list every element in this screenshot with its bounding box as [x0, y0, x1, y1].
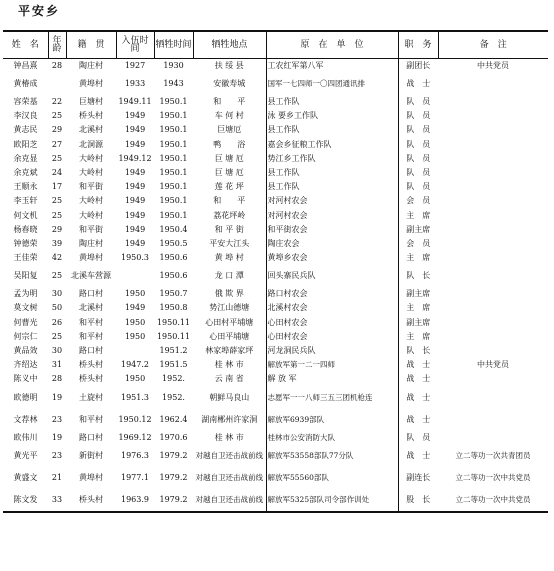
col-position-cell: 队 员 [406, 167, 431, 177]
col-age-cell: 24 [51, 167, 63, 177]
col-death-date-cell: 1950.1 [159, 111, 188, 121]
col-age-cell: 25 [51, 331, 63, 341]
col-age-cell: 29 [51, 125, 63, 135]
col-death-place-cell: 势江山德塘 [193, 302, 266, 316]
col-age-cell: 28 [51, 60, 63, 70]
col-age-cell: 25 [51, 196, 63, 206]
col-origin-cell: 路口村 [79, 432, 103, 442]
col-name-cell: 容荣基 [13, 97, 38, 107]
col-unit-cell: 县工作队 [266, 166, 398, 180]
col-unit-cell: 志愿军一一八师三五三团机枪连 [266, 387, 398, 409]
col-enlist-cell: 1950 [124, 331, 146, 341]
col-name-cell: 欧德明 [13, 392, 38, 402]
col-unit-cell: 工农红军第八军 [266, 59, 398, 74]
table-row [3, 109, 548, 123]
col-remarks-cell [438, 195, 548, 209]
col-unit-header: 原 在 单 位 [266, 31, 398, 59]
col-name-cell: 李汉良 [13, 111, 38, 121]
col-position-cell: 队 长 [406, 346, 431, 356]
col-death-place-cell: 和 平 [193, 195, 266, 209]
col-death-place-cell: 林家埠薛家坪 [193, 344, 266, 358]
col-death-date-cell: 1943 [163, 78, 184, 88]
col-death-date-header: 牺牲时间 [154, 31, 193, 59]
table-row [3, 302, 548, 316]
col-origin-cell: 桥头村 [79, 111, 103, 121]
table-row [3, 489, 548, 512]
col-age-cell: 50 [51, 303, 63, 313]
col-name-cell: 李玉轩 [13, 196, 38, 206]
col-name-cell: 钟德荣 [13, 238, 38, 248]
col-remarks-cell [438, 166, 548, 180]
table-row [3, 387, 548, 409]
col-origin-cell: 陶庄村 [79, 60, 103, 70]
col-death-place-cell: 鸭 浴 [193, 138, 266, 152]
col-position-cell: 副主席 [406, 224, 431, 234]
col-death-place-cell: 俄 欺 界 [193, 287, 266, 301]
col-unit-cell: 陶庄农会 [266, 237, 398, 251]
table-row [3, 358, 548, 372]
col-death-date-cell: 1950.7 [159, 289, 188, 299]
col-death-place-cell: 心田平埔塘 [193, 330, 266, 344]
col-unit-cell: 国军一七四师一〇四团通讯排 [266, 73, 398, 95]
page-title: 平安乡 [18, 4, 61, 18]
col-origin-cell: 桥头村 [79, 374, 103, 384]
col-remarks-cell [438, 409, 548, 431]
col-age-cell: 29 [51, 224, 63, 234]
col-death-place-cell: 车 何 村 [193, 109, 266, 123]
col-name-cell: 钟昌熹 [13, 60, 38, 70]
col-enlist-cell: 1949 [124, 139, 146, 149]
col-remarks-cell [438, 237, 548, 251]
col-death-date-cell: 1950.1 [159, 125, 188, 135]
martyrs-table [3, 30, 548, 513]
col-death-date-cell: 1950.5 [159, 238, 188, 248]
col-name-cell: 何曹光 [13, 317, 38, 327]
col-origin-cell: 黄埠村 [79, 472, 103, 482]
col-remarks-cell: 中共党员 [477, 60, 509, 70]
col-origin-cell: 土旋村 [79, 392, 103, 402]
col-enlist-cell: 1950 [124, 317, 146, 327]
col-name-cell: 黄盛文 [13, 472, 38, 482]
col-position-cell: 主 席 [406, 331, 431, 341]
col-position-header: 职 务 [398, 31, 438, 59]
col-position-cell: 副主席 [406, 317, 431, 327]
col-age-cell: 25 [51, 210, 63, 220]
col-name-cell: 吴阳复 [13, 271, 38, 281]
col-death-date-cell: 1950.1 [159, 167, 188, 177]
col-name-cell: 王顺永 [13, 182, 38, 192]
col-name-cell: 何宗仁 [13, 331, 38, 341]
col-remarks-cell [438, 223, 548, 237]
table-row [3, 431, 548, 445]
col-origin-cell: 桥头村 [79, 360, 103, 370]
col-unit-cell: 解放军6939部队 [266, 409, 398, 431]
col-origin-cell: 大岭村 [79, 210, 103, 220]
col-age-cell [48, 73, 66, 95]
col-unit-cell: 北溪村农会 [266, 302, 398, 316]
col-enlist-cell: 1947.2 [121, 360, 149, 370]
col-death-place-cell: 巨塘厄 [193, 124, 266, 138]
col-remarks-cell [438, 302, 548, 316]
col-death-date-cell: 1962.4 [159, 414, 188, 424]
col-remarks-cell: 立二等功一次中共党员 [455, 472, 531, 482]
col-position-cell: 队 员 [406, 111, 431, 121]
col-position-cell: 战 士 [406, 450, 431, 460]
col-death-place-header: 牺牲地点 [193, 31, 266, 59]
col-remarks-cell [438, 209, 548, 223]
col-name-cell: 陈义中 [13, 374, 38, 384]
col-remarks-cell [438, 287, 548, 301]
col-position-cell: 股 长 [406, 494, 431, 504]
col-enlist-cell: 1949 [124, 167, 146, 177]
col-death-place-cell: 对越自卫还击战前线 [193, 467, 266, 489]
col-age-cell: 33 [51, 494, 63, 504]
col-position-cell: 战 士 [406, 78, 431, 88]
col-position-cell: 战 士 [406, 414, 431, 424]
col-death-place-cell: 龙 口 潭 [193, 265, 266, 287]
col-death-date-cell: 1950.1 [159, 153, 188, 163]
table-row [3, 180, 548, 194]
col-death-place-cell: 心田村平埔塘 [193, 316, 266, 330]
col-death-place-cell: 湖南郴州许家洞 [193, 409, 266, 431]
col-remarks-cell [438, 387, 548, 409]
col-enlist-cell: 1963.9 [121, 494, 149, 504]
col-remarks-cell [438, 316, 548, 330]
col-unit-cell: 对河村农会 [266, 209, 398, 223]
col-remarks-cell [438, 330, 548, 344]
col-age-cell: 42 [51, 253, 63, 263]
col-unit-cell: 泳 要乡工作队 [266, 109, 398, 123]
col-death-date-cell: 1970.6 [159, 432, 188, 442]
col-death-place-cell: 巨 塘 厄 [193, 166, 266, 180]
col-death-date-cell: 1950.6 [159, 271, 188, 281]
col-unit-cell: 黄埠乡农会 [266, 251, 398, 265]
col-name-cell: 孟为明 [13, 289, 38, 299]
col-enlist-cell: 1949 [124, 224, 146, 234]
col-origin-cell: 大岭村 [79, 153, 103, 163]
table-row [3, 445, 548, 467]
col-name-cell: 文荐林 [13, 414, 38, 424]
col-position-cell: 队 员 [406, 153, 431, 163]
col-origin-cell: 北溪村 [79, 125, 103, 135]
table-row [3, 73, 548, 95]
table-row [3, 409, 548, 431]
col-death-date-cell: 1950.11 [156, 331, 191, 341]
col-position-cell: 队 员 [406, 125, 431, 135]
col-origin-cell: 和平村 [79, 414, 103, 424]
col-remarks-cell [438, 73, 548, 95]
col-unit-cell: 县工作队 [266, 180, 398, 194]
table-row [3, 209, 548, 223]
col-death-date-cell: 1951.2 [159, 346, 188, 356]
col-origin-header: 籍 贯 [66, 31, 116, 59]
col-name-cell: 王佳荣 [13, 253, 38, 263]
col-death-date-cell: 1950.1 [159, 97, 188, 107]
col-death-place-cell: 桂 林 市 [193, 358, 266, 372]
col-death-place-cell: 黄 埠 村 [193, 251, 266, 265]
col-unit-cell: 解 放 军 [266, 373, 398, 387]
col-age-cell: 22 [51, 97, 63, 107]
col-name-cell: 欧伟川 [13, 432, 38, 442]
col-unit-cell: 嘉会乡征粮工作队 [266, 138, 398, 152]
col-death-place-cell: 和 平 [193, 95, 266, 109]
table-row [3, 467, 548, 489]
col-age-header: 年龄 [48, 31, 66, 59]
col-position-cell: 会 员 [406, 196, 431, 206]
col-death-place-cell: 莲 花 坪 [193, 180, 266, 194]
table-header-row [3, 31, 548, 59]
col-age-cell: 25 [51, 111, 63, 121]
col-remarks-cell: 立二等功一次中共党员 [455, 494, 531, 504]
col-unit-cell: 桂林市公安消防大队 [266, 431, 398, 445]
col-death-date-cell: 1979.2 [159, 494, 188, 504]
table-row [3, 59, 548, 74]
col-enlist-cell: 1949 [124, 125, 146, 135]
col-remarks-cell [438, 431, 548, 445]
col-name-cell: 杨春晓 [13, 224, 38, 234]
table-row [3, 237, 548, 251]
col-death-date-cell: 1952. [162, 374, 185, 384]
col-position-cell: 副连长 [406, 472, 431, 482]
col-remarks-cell [438, 373, 548, 387]
col-death-place-cell: 对越自卫还击战前线 [193, 489, 266, 512]
table-row [3, 344, 548, 358]
col-enlist-cell [116, 265, 154, 287]
col-name-cell: 何文机 [13, 210, 38, 220]
col-position-cell: 队 长 [406, 271, 431, 281]
col-death-date-cell: 1950.4 [159, 224, 188, 234]
col-unit-cell: 和平街农会 [266, 223, 398, 237]
col-enlist-cell: 1949.12 [118, 153, 152, 163]
table-row [3, 373, 548, 387]
col-age-cell: 25 [51, 153, 63, 163]
col-death-date-cell: 1950.11 [156, 317, 191, 327]
col-remarks-cell [438, 251, 548, 265]
col-death-date-cell: 1979.2 [159, 450, 188, 460]
col-unit-cell: 心田村农会 [266, 316, 398, 330]
table-row [3, 166, 548, 180]
col-name-cell: 欧阳芝 [13, 139, 38, 149]
col-enlist-cell: 1950 [124, 289, 146, 299]
col-name-cell: 陈文发 [13, 494, 38, 504]
col-position-cell: 战 士 [406, 374, 431, 384]
col-name-cell: 余克斌 [13, 167, 38, 177]
col-origin-cell: 和平街 [79, 224, 103, 234]
col-death-place-cell: 朝鲜马良山 [193, 387, 266, 409]
col-enlist-cell: 1949 [124, 238, 146, 248]
col-age-cell: 28 [51, 374, 63, 384]
col-name-cell: 黄光平 [13, 450, 38, 460]
col-unit-cell: 解放军第一二一四师 [266, 358, 398, 372]
col-position-cell: 队 员 [406, 97, 431, 107]
col-enlist-cell: 1977.1 [121, 472, 149, 482]
col-enlist-cell: 1976.3 [121, 450, 149, 460]
col-remarks-cell [438, 265, 548, 287]
col-remarks-cell [438, 152, 548, 166]
col-origin-cell: 新街村 [79, 450, 103, 460]
col-origin-cell: 路口村 [79, 289, 103, 299]
col-position-cell: 主 席 [406, 210, 431, 220]
table-row [3, 195, 548, 209]
col-death-date-cell: 1950.1 [159, 139, 188, 149]
col-remarks-cell: 立二等功一次共青团员 [455, 450, 531, 460]
col-death-date-cell: 1930 [163, 60, 184, 70]
col-position-cell: 队 员 [406, 182, 431, 192]
col-position-cell: 副团长 [406, 60, 431, 70]
table-row [3, 251, 548, 265]
col-position-cell: 队 员 [406, 432, 431, 442]
col-origin-cell: 和平村 [79, 331, 103, 341]
col-death-place-cell: 和 平 街 [193, 223, 266, 237]
table-row [3, 265, 548, 287]
col-age-cell: 19 [51, 432, 63, 442]
table-row [3, 95, 548, 109]
col-position-cell: 战 士 [406, 360, 431, 370]
col-enlist-cell: 1949 [124, 210, 146, 220]
col-unit-cell: 回头寨民兵队 [266, 265, 398, 287]
col-enlist-cell: 1949.11 [118, 97, 152, 107]
table-row [3, 330, 548, 344]
col-origin-cell: 和平街 [79, 182, 103, 192]
col-death-date-cell: 1951.5 [159, 360, 188, 370]
col-death-date-cell: 1952. [162, 392, 185, 402]
col-age-cell: 23 [51, 414, 63, 424]
col-unit-cell: 县工作队 [266, 95, 398, 109]
col-enlist-header: 入伍时间 [116, 31, 154, 59]
col-death-date-cell: 1950.1 [159, 210, 188, 220]
col-death-place-cell: 对越自卫还击战前线 [193, 445, 266, 467]
col-enlist-cell [116, 344, 154, 358]
col-age-cell: 17 [51, 182, 63, 192]
col-age-cell: 27 [51, 139, 63, 149]
col-unit-cell: 心田村农会 [266, 330, 398, 344]
col-death-date-cell: 1979.2 [159, 472, 188, 482]
table-row [3, 223, 548, 237]
col-name-cell: 齐绍达 [13, 360, 38, 370]
col-enlist-cell: 1949 [124, 182, 146, 192]
col-age-cell: 26 [51, 317, 63, 327]
col-origin-cell: 北溪车营源 [71, 271, 111, 281]
col-unit-cell: 对河村农会 [266, 195, 398, 209]
col-age-cell: 19 [51, 392, 63, 402]
col-origin-cell: 黄埠村 [79, 253, 103, 263]
col-name-cell: 黄志民 [13, 125, 38, 135]
table-row [3, 287, 548, 301]
col-enlist-cell: 1950.12 [118, 414, 152, 424]
col-enlist-cell: 1951.3 [121, 392, 149, 402]
col-enlist-cell: 1927 [124, 60, 146, 70]
col-age-cell: 23 [51, 450, 63, 460]
col-name-cell: 黄品效 [13, 346, 38, 356]
col-position-cell: 主 席 [406, 303, 431, 313]
col-enlist-cell: 1949 [124, 303, 146, 313]
col-remarks-cell [438, 138, 548, 152]
col-origin-cell: 桥头村 [79, 494, 103, 504]
table-row [3, 152, 548, 166]
col-unit-cell: 路口村农会 [266, 287, 398, 301]
col-origin-cell: 黄埠村 [79, 78, 103, 88]
col-remarks-header: 备 注 [438, 31, 548, 59]
col-enlist-cell: 1950.3 [121, 253, 149, 263]
col-unit-cell: 势江乡工作队 [266, 152, 398, 166]
col-position-cell: 战 士 [406, 392, 431, 402]
col-position-cell: 主 席 [406, 253, 431, 263]
col-unit-cell: 解放军5325部队司令部作训处 [266, 489, 398, 512]
col-death-place-cell: 巨 塘 厄 [193, 152, 266, 166]
col-origin-cell: 大岭村 [79, 167, 103, 177]
col-enlist-cell: 1950 [124, 374, 146, 384]
col-origin-cell: 北溪村 [79, 303, 103, 313]
col-position-cell: 会 员 [406, 238, 431, 248]
col-death-place-cell: 荔花坪岭 [193, 209, 266, 223]
col-age-cell: 30 [51, 289, 63, 299]
col-name-cell: 黄椿成 [13, 78, 38, 88]
col-unit-cell: 河龙洞民兵队 [266, 344, 398, 358]
col-death-place-cell: 平安大江头 [193, 237, 266, 251]
col-origin-cell: 北洞源 [79, 139, 103, 149]
col-name-cell: 余克显 [13, 153, 38, 163]
table-body [3, 59, 548, 512]
col-origin-cell: 巨塘村 [79, 97, 103, 107]
col-unit-cell: 解放军53558部队77分队 [266, 445, 398, 467]
col-enlist-cell: 1949 [124, 196, 146, 206]
col-remarks-cell [438, 109, 548, 123]
table-row [3, 124, 548, 138]
col-death-date-cell: 1950.6 [159, 253, 188, 263]
col-death-date-cell: 1950.8 [159, 303, 188, 313]
col-name-cell: 莫文树 [13, 303, 38, 313]
col-age-cell: 21 [51, 472, 63, 482]
col-enlist-cell: 1969.12 [118, 432, 152, 442]
col-age-cell: 39 [51, 238, 63, 248]
col-position-cell: 副主席 [406, 289, 431, 299]
col-position-cell: 队 员 [406, 139, 431, 149]
col-origin-cell: 和平村 [79, 317, 103, 327]
table-row [3, 138, 548, 152]
col-origin-cell: 陶庄村 [79, 238, 103, 248]
table-row [3, 316, 548, 330]
col-death-place-cell: 云 南 省 [193, 373, 266, 387]
col-enlist-cell: 1949 [124, 111, 146, 121]
col-name-header: 姓 名 [3, 31, 48, 59]
col-unit-cell: 县工作队 [266, 124, 398, 138]
col-death-date-cell: 1950.1 [159, 196, 188, 206]
col-remarks-cell: 中共党员 [477, 360, 509, 370]
col-death-place-cell: 桂 林 市 [193, 431, 266, 445]
col-age-cell: 30 [51, 346, 63, 356]
col-unit-cell: 解放军55560部队 [266, 467, 398, 489]
col-death-place-cell: 安徽寿城 [193, 73, 266, 95]
col-enlist-cell: 1933 [124, 78, 146, 88]
col-remarks-cell [438, 124, 548, 138]
col-age-cell: 31 [51, 360, 63, 370]
col-remarks-cell [438, 95, 548, 109]
col-origin-cell: 路口村 [79, 346, 103, 356]
col-age-cell: 25 [51, 271, 63, 281]
col-remarks-cell [438, 180, 548, 194]
col-death-place-cell: 扶 绥 县 [193, 59, 266, 74]
col-origin-cell: 大岭村 [79, 196, 103, 206]
col-death-date-cell: 1950.1 [159, 182, 188, 192]
col-remarks-cell [438, 344, 548, 358]
